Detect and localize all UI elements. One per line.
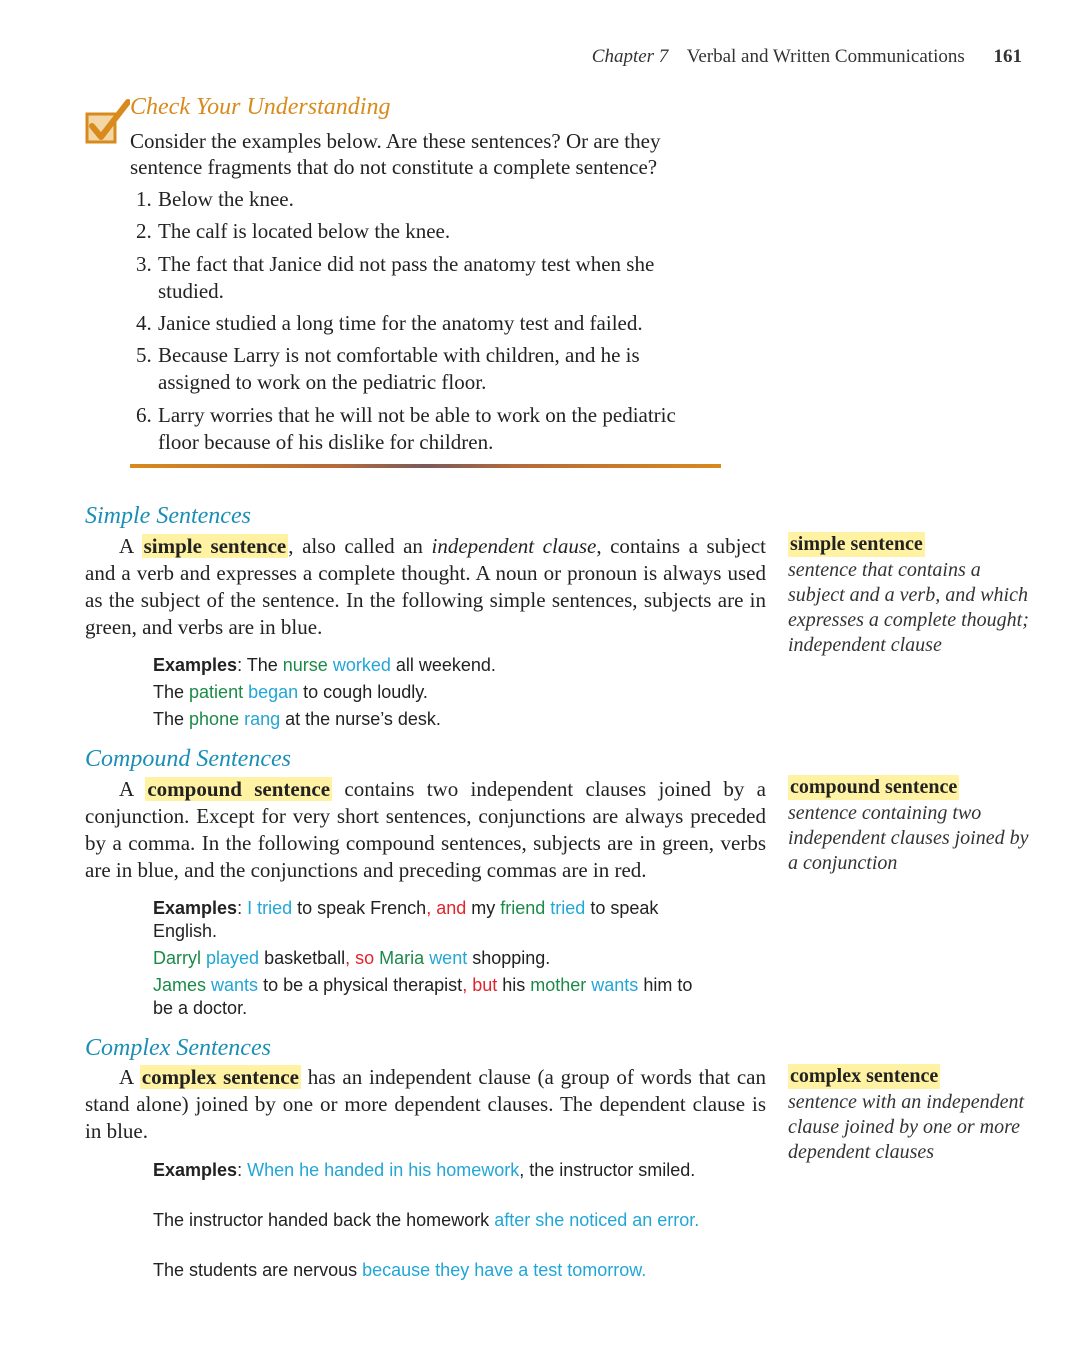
verb-word: rang	[244, 709, 281, 729]
check-intro: Consider the examples below. Are these sentences? Or are they sentence fragments that do not constitute a complete sentence?	[130, 129, 661, 179]
list-item	[136, 218, 716, 245]
subject-word: phone	[189, 709, 240, 729]
item-text: The calf is located below the knee.	[158, 219, 451, 243]
definition-compound	[788, 775, 1038, 876]
definition-term: simple sentence	[790, 533, 923, 555]
list-item	[136, 342, 716, 396]
verb-word: wants	[211, 975, 259, 995]
dependent-clause: because they have a test tomorrow.	[362, 1260, 647, 1280]
item-number: 6.	[136, 403, 152, 427]
conjunction-word: , but	[462, 975, 498, 995]
subject-word: nurse	[282, 655, 328, 675]
item-number: 2.	[136, 219, 152, 243]
subject-word: friend	[500, 898, 546, 918]
item-number: 3.	[136, 252, 152, 276]
example-line: Examples: The nurse worked all weekend.	[153, 655, 496, 675]
running-header	[592, 46, 1022, 68]
subject-word: I	[247, 898, 253, 918]
item-text: Larry worries that he will not be able to work on the pediatric floor because of his dislike for children.	[158, 403, 676, 454]
term-highlight: compound sentence	[147, 777, 331, 801]
verb-word: wants	[591, 975, 639, 995]
list-item	[136, 402, 716, 456]
item-number: 4.	[136, 311, 152, 335]
conjunction-word: , and	[426, 898, 467, 918]
definition-text: sentence with an independent clause joined by one or more dependent clauses	[788, 1091, 1025, 1163]
verb-word: worked	[332, 655, 391, 675]
verb-word: played	[206, 948, 260, 968]
subject-word: James	[153, 975, 207, 995]
dependent-clause: after she noticed an error.	[494, 1210, 700, 1230]
definition-text: sentence that contains a subject and a verb, and which expresses a complete thought; independent clause	[788, 559, 1029, 656]
subject-word: patient	[189, 682, 244, 702]
paragraph-compound: A compound sentence contains two independent clauses joined by a conjunction. Except for very short sentences, conjunctions are always preceded by a comma. In the following compound sentences, subjects are in green, verbs are in blue, and the conjunctions and preceding commas are in red.	[85, 777, 766, 882]
subject-word: mother	[530, 975, 587, 995]
conjunction-word: , so	[345, 948, 375, 968]
definition-complex	[788, 1064, 1038, 1165]
list-item	[136, 186, 716, 213]
definition-text: sentence containing two independent clauses joined by a conjunction	[788, 802, 1029, 874]
example-line: Examples: When he handed in his homework, the instructor smiled.	[153, 1160, 696, 1180]
item-text: Because Larry is not comfortable with children, and he is assigned to work on the pediatric floor.	[158, 343, 640, 394]
example-line: James wants to be a physical therapist, but his mother wants him to be a doctor.	[153, 975, 693, 1018]
chapter-label: Chapter 7	[591, 46, 669, 67]
definition-term: compound sentence	[790, 776, 958, 798]
verb-word: tried	[257, 898, 293, 918]
dependent-clause: When he handed in his homework	[247, 1160, 520, 1180]
checkmark-box-icon	[84, 98, 130, 146]
example-line: The instructor handed back the homework after she noticed an error.	[153, 1210, 700, 1230]
page-number: 161	[993, 46, 1022, 67]
subject-word: Maria	[379, 948, 425, 968]
section-heading-compound: Compound Sentences	[85, 746, 291, 772]
divider	[130, 464, 721, 468]
definition-simple	[788, 532, 1038, 658]
item-number: 5.	[136, 343, 152, 367]
term-highlight: simple sentence	[143, 534, 287, 558]
paragraph-complex: A complex sentence has an independent clause (a group of words that can stand alone) joined by one or more dependent clauses. The dependent clause is in blue.	[85, 1065, 766, 1143]
check-title: Check Your Understanding	[130, 94, 391, 120]
section-heading-complex: Complex Sentences	[85, 1035, 271, 1061]
item-text: Janice studied a long time for the anatomy test and failed.	[158, 311, 643, 335]
definition-term: complex sentence	[790, 1065, 939, 1087]
subject-word: Darryl	[153, 948, 201, 968]
example-line: The students are nervous because they have a test tomorrow.	[153, 1260, 647, 1280]
term-highlight: complex sentence	[141, 1065, 299, 1089]
item-text: The fact that Janice did not pass the anatomy test when she studied.	[158, 252, 655, 303]
example-line: The patient began to cough loudly.	[153, 682, 428, 702]
paragraph-simple: A simple sentence, also called an independent clause, contains a subject and a verb and expresses a complete thought. A noun or pronoun is always used as the subject of the sentence. In the following simple sentences, subjects are in green, and verbs are in blue.	[85, 534, 766, 639]
example-line: Darryl played basketball, so Maria went shopping.	[153, 948, 551, 968]
chapter-title: Verbal and Written Communications	[686, 46, 965, 67]
verb-word: went	[429, 948, 468, 968]
list-item	[136, 310, 716, 337]
verb-word: began	[248, 682, 299, 702]
section-heading-simple: Simple Sentences	[85, 503, 251, 529]
item-text: Below the knee.	[158, 187, 294, 211]
item-number: 1.	[136, 187, 152, 211]
verb-word: tried	[550, 898, 586, 918]
example-line: The phone rang at the nurse’s desk.	[153, 709, 441, 729]
example-line: Examples: I tried to speak French, and my friend tried to speak English.	[153, 898, 659, 941]
list-item	[136, 251, 716, 305]
